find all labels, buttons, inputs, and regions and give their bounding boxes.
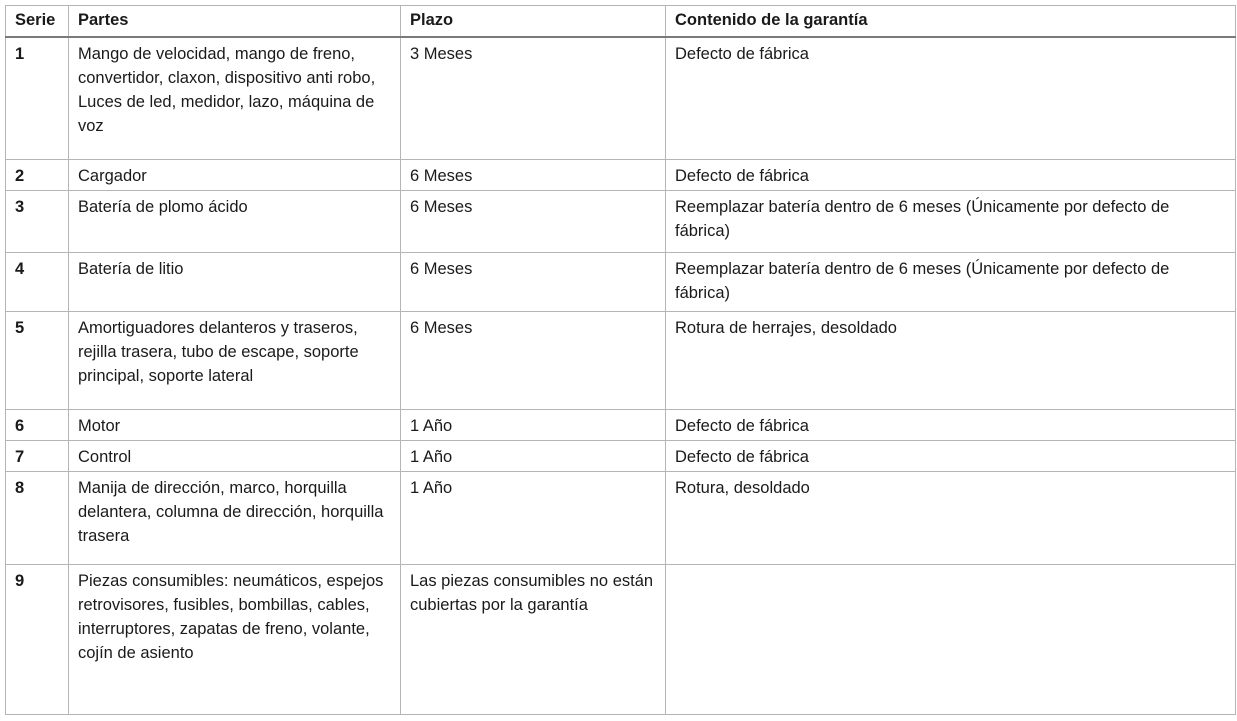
table-header-row bbox=[6, 6, 1236, 38]
table-row bbox=[6, 409, 1236, 440]
table-row bbox=[6, 311, 1236, 409]
cell-partes: Mango de velocidad, mango de freno, convertidor, claxon, dispositivo anti robo, Luces de led, medidor, lazo, máquina de voz bbox=[69, 37, 401, 159]
cell-contenido: Defecto de fábrica bbox=[666, 440, 1236, 471]
header-serie: Serie bbox=[6, 6, 69, 38]
cell-contenido: Reemplazar batería dentro de 6 meses (Únicamente por defecto de fábrica) bbox=[666, 252, 1236, 311]
cell-plazo: Las piezas consumibles no están cubiertas por la garantía bbox=[401, 564, 666, 714]
cell-partes: Batería de litio bbox=[69, 252, 401, 311]
header-contenido: Contenido de la garantía bbox=[666, 6, 1236, 38]
cell-serie: 9 bbox=[6, 564, 69, 714]
cell-serie: 6 bbox=[6, 409, 69, 440]
cell-partes: Amortiguadores delanteros y traseros, rejilla trasera, tubo de escape, soporte principal, soporte lateral bbox=[69, 311, 401, 409]
header-partes: Partes bbox=[69, 6, 401, 38]
warranty-table bbox=[5, 5, 1236, 715]
cell-plazo: 1 Año bbox=[401, 471, 666, 564]
cell-partes: Motor bbox=[69, 409, 401, 440]
cell-serie: 8 bbox=[6, 471, 69, 564]
cell-contenido: Rotura, desoldado bbox=[666, 471, 1236, 564]
cell-plazo: 6 Meses bbox=[401, 190, 666, 252]
cell-plazo: 6 Meses bbox=[401, 159, 666, 190]
cell-serie: 2 bbox=[6, 159, 69, 190]
cell-plazo: 1 Año bbox=[401, 409, 666, 440]
cell-contenido: Defecto de fábrica bbox=[666, 37, 1236, 159]
cell-plazo: 6 Meses bbox=[401, 252, 666, 311]
cell-contenido: Defecto de fábrica bbox=[666, 409, 1236, 440]
cell-partes: Batería de plomo ácido bbox=[69, 190, 401, 252]
cell-partes: Control bbox=[69, 440, 401, 471]
cell-contenido: Defecto de fábrica bbox=[666, 159, 1236, 190]
cell-contenido bbox=[666, 564, 1236, 714]
cell-serie: 7 bbox=[6, 440, 69, 471]
header-plazo: Plazo bbox=[401, 6, 666, 38]
cell-serie: 1 bbox=[6, 37, 69, 159]
cell-partes: Cargador bbox=[69, 159, 401, 190]
cell-contenido: Rotura de herrajes, desoldado bbox=[666, 311, 1236, 409]
table-row bbox=[6, 564, 1236, 714]
cell-partes: Piezas consumibles: neumáticos, espejos retrovisores, fusibles, bombillas, cables, interruptores, zapatas de freno, volante, cojín de asiento bbox=[69, 564, 401, 714]
cell-serie: 4 bbox=[6, 252, 69, 311]
table-row bbox=[6, 440, 1236, 471]
table-row bbox=[6, 159, 1236, 190]
warranty-table-container bbox=[5, 5, 1236, 715]
cell-partes: Manija de dirección, marco, horquilla delantera, columna de dirección, horquilla trasera bbox=[69, 471, 401, 564]
cell-serie: 5 bbox=[6, 311, 69, 409]
table-row bbox=[6, 37, 1236, 159]
cell-plazo: 6 Meses bbox=[401, 311, 666, 409]
table-row bbox=[6, 190, 1236, 252]
table-row bbox=[6, 471, 1236, 564]
cell-serie: 3 bbox=[6, 190, 69, 252]
table-row bbox=[6, 252, 1236, 311]
cell-contenido: Reemplazar batería dentro de 6 meses (Únicamente por defecto de fábrica) bbox=[666, 190, 1236, 252]
cell-plazo: 3 Meses bbox=[401, 37, 666, 159]
cell-plazo: 1 Año bbox=[401, 440, 666, 471]
